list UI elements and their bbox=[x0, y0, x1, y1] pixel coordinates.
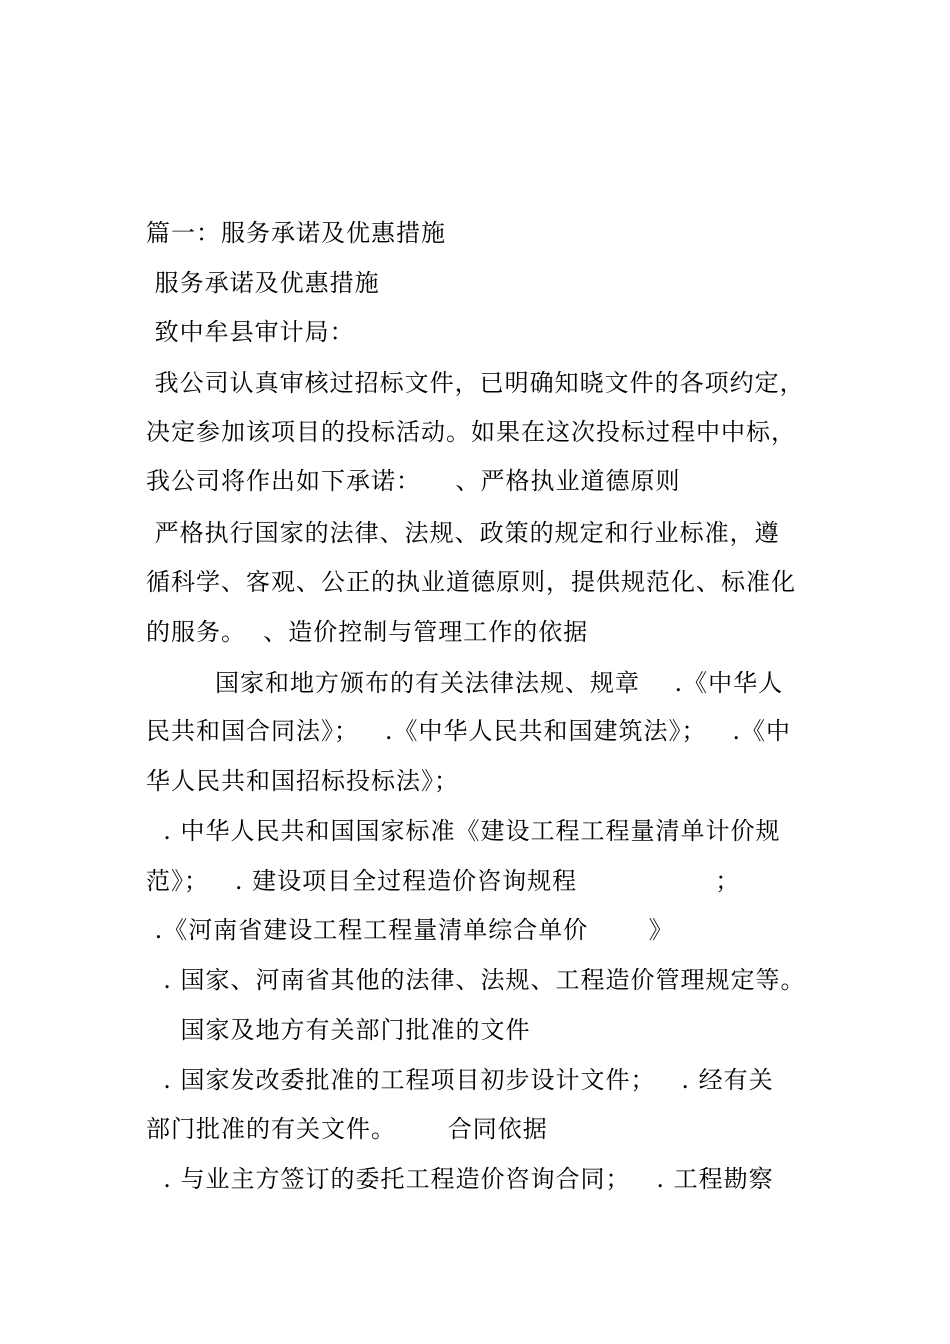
text-line: . 中华人民共和国国家标准《建设工程工程量清单计价规 bbox=[146, 817, 781, 845]
text-line: 的服务。 、造价控制与管理工作的依据 bbox=[146, 618, 589, 646]
text-line: 部门批准的有关文件。 合同依据 bbox=[146, 1115, 548, 1143]
text-line: 我公司将作出如下承诺： 、严格执业道德原则 bbox=[146, 467, 681, 495]
text-line: 致中牟县审计局： bbox=[146, 318, 355, 346]
text-line: .《河南省建设工程工程量清单综合单价 》 bbox=[146, 916, 674, 944]
text-line: 国家及地方有关部门批准的文件 bbox=[146, 1016, 531, 1044]
text-line: . 与业主方签订的委托工程造价咨询合同； . 工程勘察 bbox=[146, 1165, 774, 1193]
text-line: 华人民共和国招标投标法》； bbox=[146, 767, 459, 795]
text-line: 我公司认真审核过招标文件，已明确知晓文件的各项约定， bbox=[146, 369, 805, 397]
text-line: 范》； . 建设项目全过程造价咨询规程 ； bbox=[146, 867, 741, 895]
text-line: 决定参加该项目的投标活动。如果在这次投标过程中中标， bbox=[146, 418, 796, 446]
text-line: 服务承诺及优惠措施 bbox=[146, 269, 380, 297]
text-line: 篇一：服务承诺及优惠措施 bbox=[146, 219, 446, 247]
text-line: 民共和国合同法》； .《中华人民共和国建筑法》； .《中 bbox=[146, 717, 792, 745]
text-line: . 国家发改委批准的工程项目初步设计文件； . 经有关 bbox=[146, 1066, 774, 1094]
text-line: 国家和地方颁布的有关法律法规、规章 .《中华人 bbox=[146, 669, 784, 697]
text-line: 循科学、客观、公正的执业道德原则，提供规范化、标准化 bbox=[146, 568, 796, 596]
text-line: 严格执行国家的法律、法规、政策的规定和行业标准，遵 bbox=[146, 519, 780, 547]
text-line: . 国家、河南省其他的法律、法规、工程造价管理规定等。 bbox=[146, 966, 806, 994]
